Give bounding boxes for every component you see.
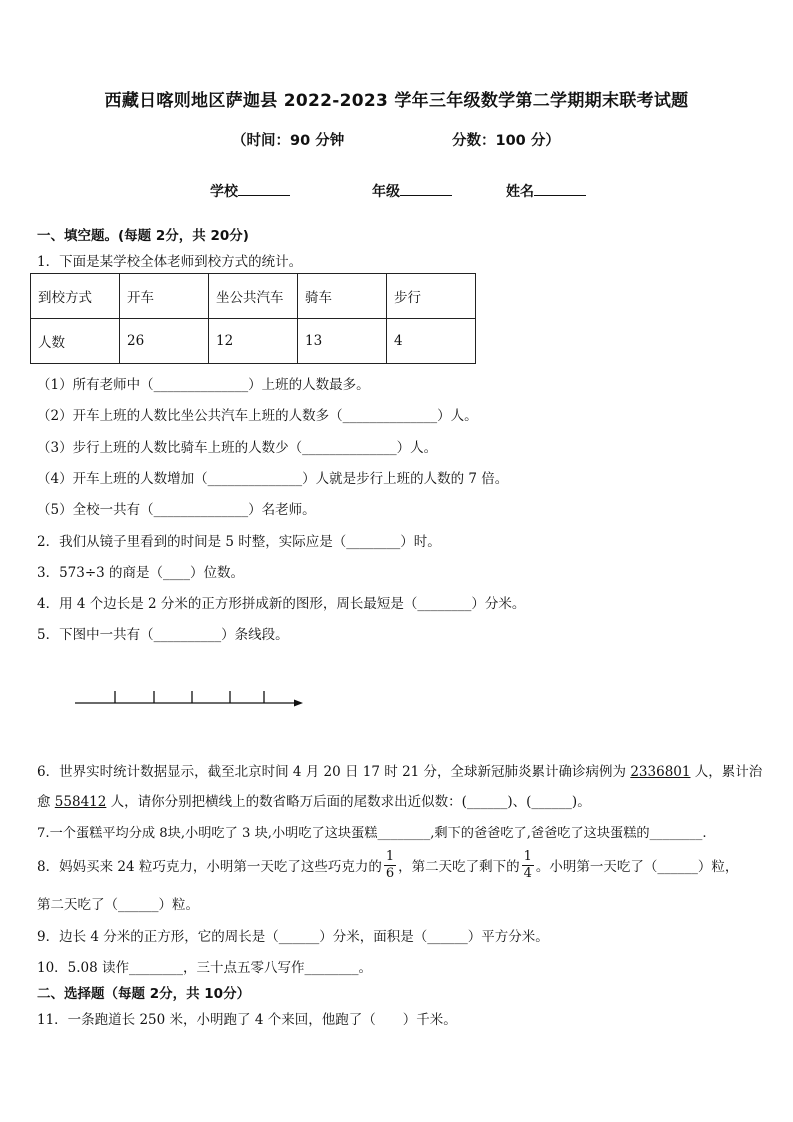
question-1-sub-1: （1）所有老师中（______________）上班的人数最多。 bbox=[37, 377, 370, 393]
question-1-stem: 1．下面是某学校全体老师到校方式的统计。 bbox=[37, 254, 303, 270]
name-blank[interactable] bbox=[534, 181, 586, 196]
fraction-numerator: 1 bbox=[385, 848, 395, 864]
grade-label: 年级 bbox=[372, 184, 400, 200]
question-1-sub-3: （3）步行上班的人数比骑车上班的人数少（______________）人。 bbox=[37, 440, 438, 456]
fraction-numerator: 1 bbox=[523, 848, 532, 864]
commute-table bbox=[30, 273, 476, 364]
table-row bbox=[31, 319, 476, 364]
table-cell: 13 bbox=[298, 319, 387, 364]
question-8-line-2: 第二天吃了（______）粒。 bbox=[37, 897, 199, 913]
exam-score: 分数：100 分） bbox=[452, 133, 560, 149]
table-cell: 骑车 bbox=[298, 274, 387, 319]
question-1-sub-4: （4）开车上班的人数增加（______________）人就是步行上班的人数的 7 倍。 bbox=[37, 471, 509, 487]
grade-blank[interactable] bbox=[400, 181, 452, 196]
question-11: 11．一条跑道长 250 米，小明跑了 4 个来回，他跑了（ ）千米。 bbox=[37, 1012, 457, 1028]
recovered-number: 558412 bbox=[54, 794, 107, 810]
page-title: 西藏日喀则地区萨迦县 2022-2023 学年三年级数学第二学期期末联考试题 bbox=[104, 91, 689, 111]
name-field bbox=[506, 181, 586, 201]
question-8-text: 。小明第一天吃了（______）粒， bbox=[535, 859, 739, 875]
question-1-sub-5: （5）全校一共有（______________）名老师。 bbox=[37, 502, 316, 518]
school-blank[interactable] bbox=[238, 181, 290, 196]
arrow-head-icon bbox=[294, 700, 303, 707]
question-6-line-2 bbox=[37, 790, 591, 810]
fraction-one-fourth bbox=[522, 849, 534, 882]
table-cell: 开车 bbox=[120, 274, 209, 319]
school-label: 学校 bbox=[210, 184, 238, 200]
question-9: 9．边长 4 分米的正方形，它的周长是（______）分米，面积是（______）平方分米。 bbox=[37, 929, 549, 945]
exam-time: （时间：90 分钟 bbox=[232, 133, 345, 149]
table-cell: 到校方式 bbox=[31, 274, 120, 319]
table-cell: 4 bbox=[387, 319, 476, 364]
table-cell: 步行 bbox=[387, 274, 476, 319]
school-field bbox=[210, 181, 290, 201]
question-6-text: 愈 bbox=[37, 794, 55, 810]
question-8-text: 8．妈妈买来 24 粒巧克力，小明第一天吃了这些巧克力的 bbox=[37, 859, 382, 875]
question-8-line-1 bbox=[37, 848, 738, 882]
name-label: 姓名 bbox=[506, 184, 534, 200]
question-6-text: 人，请你分别把横线上的数省略万后面的尾数求出近似数：(______)、(______)。 bbox=[106, 794, 591, 810]
section2-heading: 二、选择题（每题 2分，共 10分） bbox=[37, 986, 251, 1002]
line-segment-figure bbox=[70, 686, 310, 710]
question-4: 4．用 4 个边长是 2 分米的正方形拼成新的图形，周长最短是（________）分米。 bbox=[37, 596, 526, 612]
fraction-one-sixth bbox=[384, 849, 396, 882]
table-cell: 26 bbox=[120, 319, 209, 364]
table-cell: 坐公共汽车 bbox=[209, 274, 298, 319]
table-cell: 人数 bbox=[31, 319, 120, 364]
fraction-denominator: 6 bbox=[385, 865, 395, 881]
question-3: 3．573÷3 的商是（____）位数。 bbox=[37, 565, 245, 581]
section1-heading: 一、填空题。(每题 2分，共 20分) bbox=[37, 228, 249, 244]
table-cell: 12 bbox=[209, 319, 298, 364]
confirmed-cases-number: 2336801 bbox=[630, 764, 691, 780]
grade-field bbox=[372, 181, 452, 201]
fraction-denominator: 4 bbox=[523, 865, 532, 881]
question-1-sub-2: （2）开车上班的人数比坐公共汽车上班的人数多（______________）人。 bbox=[37, 408, 478, 424]
question-7: 7.一个蛋糕平均分成 8块,小明吃了 3 块,小明吃了这块蛋糕________,剩下的爸爸吃了,爸爸吃了这块蛋糕的________. bbox=[37, 826, 707, 841]
question-6-text: 人，累计治 bbox=[690, 764, 763, 780]
question-5: 5．下图中一共有（__________）条线段。 bbox=[37, 627, 289, 643]
question-6-text: 6．世界实时统计数据显示，截至北京时间 4 月 20 日 17 时 21 分，全球新冠肺炎累计确诊病例为 bbox=[37, 764, 631, 780]
question-2: 2．我们从镜子里看到的时间是 5 时整，实际应是（________）时。 bbox=[37, 534, 441, 550]
question-6-line-1 bbox=[37, 760, 762, 780]
table-header-row bbox=[31, 274, 476, 319]
question-10: 10．5.08 读作________，三十点五零八写作________。 bbox=[37, 960, 373, 976]
question-8-text: ，第二天吃了剩下的 bbox=[398, 859, 520, 875]
